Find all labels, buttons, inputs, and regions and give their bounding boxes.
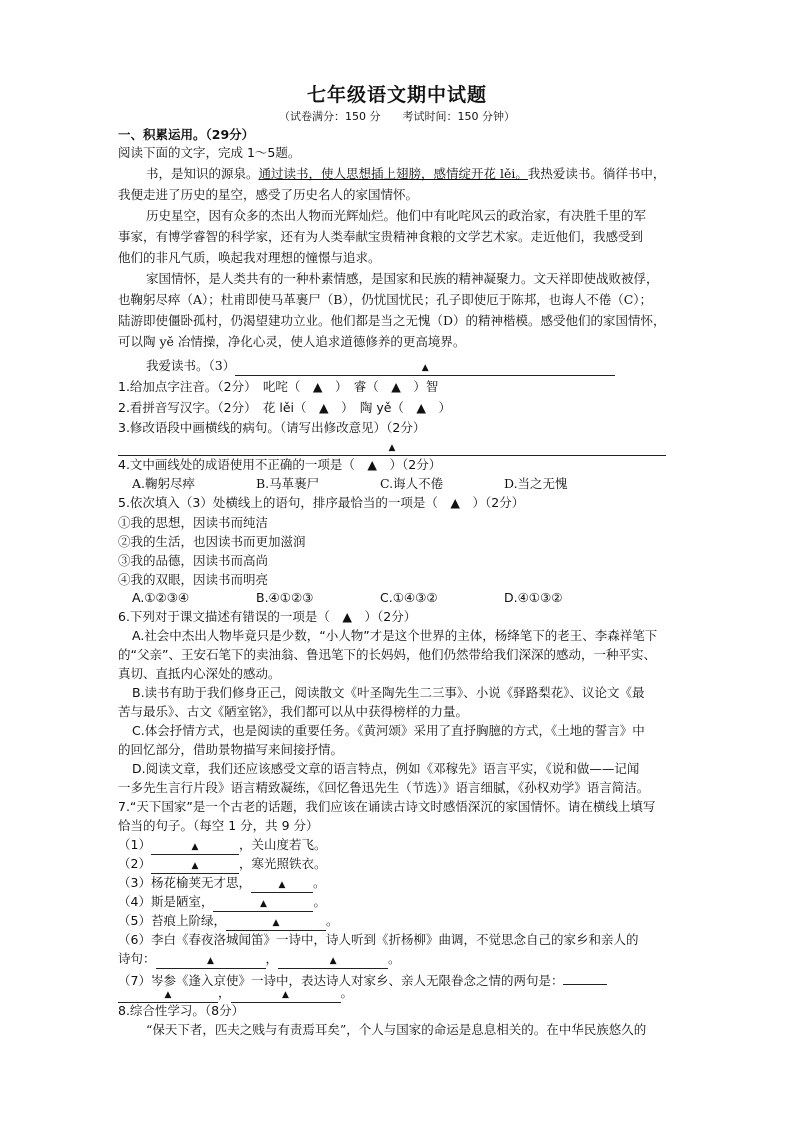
question-7-item: （6）李白《春夜洛城闻笛》一诗中，诗人听到《折杨柳》曲调，不觉思念自己的家乡和亲人的 [118, 932, 639, 947]
question-6-option-c: C.体会抒情方式，也是阅读的重要任务。《黄河颂》采用了直抒胸臆的方式，《土地的誓言》中 [132, 723, 645, 738]
reading-instruction: 阅读下面的文字，完成 1～5题。 [118, 145, 301, 160]
passage-line: 书，是知识的源泉。通过读书，使人思想插上翅膀，感情绽开花 lěi。我热爱读书。徜徉书中， [146, 166, 666, 181]
question-5-options [132, 590, 724, 606]
question-4-options [132, 476, 724, 492]
question-7-item-cont: ▲ ， ▲ 。 [118, 985, 724, 1003]
passage-line: 事家，有博学睿智的科学家，还有为人类奉献宝贵精神食粮的文学艺术家。走近他们，我感受到 [118, 229, 644, 244]
answer-blank[interactable]: ▲ [251, 878, 313, 893]
answer-blank[interactable]: ▲ [151, 859, 239, 874]
passage-line: 家国情怀，是人类共有的一种朴素情感，是国家和民族的精神凝聚力。文天祥即使战败被俘， [146, 271, 659, 286]
exam-title: 七年级语文期中试题 [306, 84, 487, 106]
question-6-option-a-cont: 真切、直抵内心深处的感动。 [118, 666, 281, 681]
passage-line: 历史星空，因有众多的杰出人物而光辉灿烂。他们中有叱咤风云的政治家，有决胜千里的军 [146, 208, 647, 223]
answer-blank[interactable]: ▲ [231, 988, 341, 1003]
question-6-option-c-cont: 的回忆部分，借助景物描写来间接抒情。 [118, 742, 344, 757]
question-6-option-d-cont: 一多先生言行片段》语言精致凝练，《回忆鲁迅先生（节选）》语言细腻，《孙权劝学》语言简洁。 [118, 780, 650, 795]
answer-blank[interactable]: ▲ [226, 916, 326, 931]
question-7-item: （7）岑参《逢入京使》一诗中，表达诗人对家乡、亲人无限眷念之情的两句是： [118, 970, 724, 989]
answer-blank[interactable]: ▲ [213, 897, 313, 912]
answer-blank[interactable]: ▲ [235, 361, 615, 376]
passage-line: 我便走进了历史的星空，感受了历史名人的家国情怀。 [118, 187, 419, 202]
question-7: 7.“天下国家”是一个古老的话题，我们应该在诵读古诗文时感悟深沉的家国情怀。请在横线上填写 [118, 799, 656, 814]
option-c[interactable]: C.诲人不倦 [380, 476, 444, 491]
question-6-option-a-cont: 的“父亲”、王安石笔下的卖油翁、鲁迅笔下的长妈妈，他们仍然带给我们深深的感动，一种平实、 [118, 647, 656, 662]
question-7-item-cont: 诗句： ▲ ， ▲ 。 [118, 951, 724, 969]
passage-line: 陆游即使僵卧孤村，仍渴望建功立业。他们都是当之无愧（D）的精神楷模。感受他们的家国情怀， [118, 313, 666, 328]
option-c[interactable]: C.①④③② [380, 590, 438, 605]
answer-blank[interactable]: ▲ [156, 954, 266, 969]
question-6-option-b-cont: 苦与最乐》、古文《陋室铭》，我们都可以从中获得榜样的力量。 [118, 704, 469, 719]
question-6-option-d: D.阅读文章，我们还应该感受文章的语言特点，例如《邓稼先》语言平实，《说和做——记闻 [132, 761, 640, 776]
question-7-item: （5）苔痕上阶绿， ▲ 。 [118, 913, 724, 931]
question-5-item: ②我的生活，也因读书而更加滋润 [118, 534, 306, 549]
question-7-item: （1） ▲ ，关山度若飞。 [118, 837, 724, 855]
question-8-text: “保天下者，匹夫之贱与有责焉耳矣”，个人与国家的命运是息息相关的。在中华民族悠久的 [146, 1022, 647, 1037]
question-5: 5.依次填入（3）处横线上的语句，排序最恰当的一项是（ ▲ ）（2分） [118, 495, 525, 510]
question-6-option-a: A.社会中杰出人物毕竟只是少数，“小人物”才是这个世界的主体，杨绛笔下的老王、李森祥笔下 [132, 628, 658, 643]
question-6: 6.下列对于课文描述有错误的一项是（ ▲ ）（2分） [118, 609, 417, 624]
question-5-item: ④我的双眼，因读书而明亮 [118, 572, 269, 587]
question-5-item: ③我的品德，因读书而高尚 [118, 553, 269, 568]
question-5-item: ①我的思想，因读书而纯洁 [118, 515, 269, 530]
question-7-item: （4）斯是陋室， ▲ 。 [118, 894, 724, 912]
question-7-cont: 恰当的句子。（每空 1 分，共 9 分） [118, 818, 319, 833]
passage-line: 也鞠躬尽瘁（A）；杜甫即使马革裹尸（B），仍忧国忧民；孔子即使厄于陈邦，也诲人不倦（C）； [118, 292, 653, 307]
section-heading: 一、积累运用。（29分） [118, 127, 255, 142]
option-b[interactable]: B.④①②③ [256, 590, 314, 605]
question-4: 4.文中画线处的成语使用不正确的一项是（ ▲ ）（2分） [118, 457, 442, 472]
question-2: 2.看拼音写汉字。（2分） 花 lěi（ ▲ ） 陶 yě（ ▲ ） [118, 400, 452, 415]
question-3-answer-line [118, 438, 724, 456]
option-b[interactable]: B.马革裹尸 [256, 476, 320, 491]
option-a[interactable]: A.①②③④ [132, 590, 190, 605]
question-8: 8.综合性学习。（8分） [118, 1003, 245, 1018]
question-7-item: （2） ▲ ，寒光照铁衣。 [118, 856, 724, 874]
passage-line: 可以陶 yě 冶情操，净化心灵，使人追求道德修养的更高境界。 [118, 334, 466, 349]
answer-blank[interactable]: ▲ [118, 988, 218, 1003]
question-3: 3.修改语段中画横线的病句。（请写出修改意见）（2分） [118, 420, 426, 435]
answer-blank[interactable] [563, 970, 607, 985]
option-d[interactable]: D.当之无愧 [504, 476, 568, 491]
answer-blank[interactable]: ▲ [278, 954, 388, 969]
question-7-item: （3）杨花榆荚无才思， ▲ 。 [118, 875, 724, 893]
question-6-option-b: B.读书有助于我们修身正己，阅读散文《叶圣陶先生二三事》、小说《驿路梨花》、议论文《最 [132, 685, 645, 700]
passage-line: 他们的非凡气质，唤起我对理想的憧憬与追求。 [118, 250, 381, 265]
passage-line: 我爱读书。（3） ▲ [146, 358, 724, 376]
question-1: 1.给加点字注音。（2分） 叱咤（ ▲ ） 睿（ ▲ ）智 [118, 379, 439, 394]
faulty-sentence: 通过读书，使人思想插上翅膀，感情绽开花 lěi。 [258, 166, 528, 181]
answer-blank[interactable]: ▲ [151, 840, 239, 855]
option-d[interactable]: D.④①③② [504, 590, 563, 605]
exam-subtitle: （试卷满分：150 分 考试时间：150 分钟） [279, 110, 515, 123]
option-a[interactable]: A.鞠躬尽瘁 [132, 476, 196, 491]
answer-blank[interactable]: ▲ [118, 441, 666, 456]
